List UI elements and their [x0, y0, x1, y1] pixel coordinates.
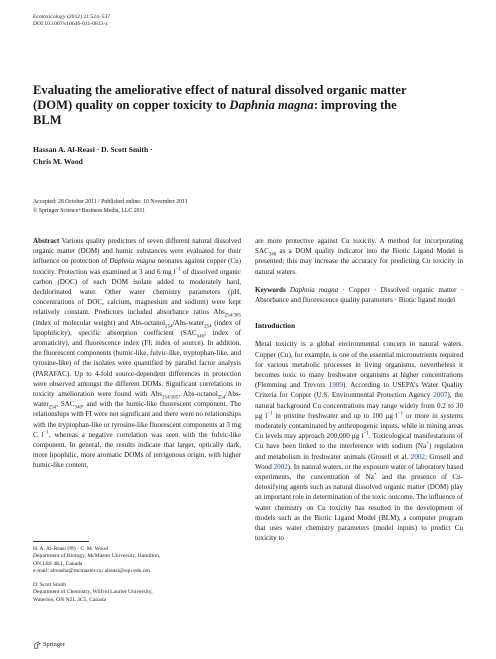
springer-horse-icon [33, 641, 41, 649]
affiliation-1 [33, 546, 241, 575]
author-affiliations [33, 546, 241, 611]
affiliation-address: Waterloo, ON N2L 3C5, Canada [33, 596, 106, 603]
intro-text: or more in systems moderately contaminated by anthropogenic inputs, while in mining areas Cu levels may approach 200,000 μg l [255, 411, 463, 441]
page-footer [33, 640, 65, 649]
subscript: 254 [165, 324, 173, 330]
subscript: 254/365 [162, 395, 179, 401]
keywords-list: · Copper · Dissolved organic matter · Absorbance and fluorescence quality parameters · Biotic ligand model [255, 285, 463, 305]
author-list [33, 144, 283, 167]
keyword-species: Daphnia magna [289, 285, 339, 294]
dates-line: Accepted: 28 October 2011 / Published online: 10 November 2011 [33, 199, 188, 205]
abstract-text: ; index of aromaticity), and fluorescence index (FI; index of source). In addition, the fluorescent components (humic-like, fulvic-like, tryptophan-like, and tyrosine-like) of the isolates were quantified by parallel factor analysis (PARAFAC). Up to 4-fold source-dependent differences in protection were observed amongst the different DOMs. Significant correlations in toxicity amelioration were found with Abs [33, 328, 241, 399]
introduction-body [255, 339, 463, 543]
intro-text: ). In natural waters, or the exposure water of laboratory based experiments, the concentration of Na [255, 462, 463, 482]
abstract-continuation [255, 236, 463, 277]
citation-link[interactable]: 2002 [410, 452, 425, 461]
subscript: 254 [204, 324, 212, 330]
subscript: 254 [217, 395, 226, 401]
superscript: + [426, 442, 429, 448]
intro-text: ). According to USEPA’s Water Quality Criteria for Copper (U.S. Environmental Protection Agency [255, 381, 463, 400]
affiliation-dept: Department of Chemistry, Wilfrid Laurier University, [33, 589, 153, 596]
subscript: 340 [74, 405, 82, 411]
superscript: + [373, 472, 377, 478]
abstract-text: as a DOM quality indicator into the Biotic Ligand Model is presented; this may increase the accuracy for predicting Cu toxicity in natural waters. [255, 247, 463, 276]
abstract-text: , and with the humic-like fluorescent component. The relationships with FI were not significant and there were no relationships with the tryptophan-like or tyrosine-like fluorescent components at 3 mg C l [33, 400, 241, 439]
title-part-2: : improving the BLM [33, 98, 397, 127]
intro-text: in pristine freshwater and up to 100 μg l [272, 411, 398, 420]
abstract-text: (index of molecular weight) and Abs-octanol [33, 318, 166, 327]
subscript: 340 [268, 252, 277, 258]
publication-dates [33, 198, 188, 215]
footnote-divider [33, 541, 89, 542]
intro-text: ), the natural background Cu concentrations may range widely from 0.2 to 30 μg l [255, 391, 464, 420]
abstract-text: of dissolved organic carbon (DOC) of each DOM isolate added to moderately hard, dechlorinated water. Other water chemistry parameters (pH, concentrations of DOC, calcium, magnesium and sodium) were kept relatively constant. Predictors included absorbance ratios Abs [33, 267, 242, 317]
left-column [33, 236, 241, 471]
superscript: −1 [397, 411, 404, 417]
introduction-heading: Introduction [255, 321, 296, 331]
abstract-text: /Abs-water [172, 318, 205, 327]
affiliation-address: ON L8S 4K1, Canada [33, 560, 83, 567]
abstract-label: Abstract [33, 237, 60, 245]
copyright-line: © Springer Science+Business Media, LLC 2011 [33, 207, 146, 214]
title-part-1: Evaluating the ameliorative effect of natural dissolved organic matter (DOM) quality on copper toxicity to [33, 83, 407, 112]
title-species: Daphnia magna [229, 98, 314, 112]
superscript: −1 [43, 430, 49, 436]
superscript: −1 [267, 411, 273, 417]
citation-link[interactable]: 1989 [328, 381, 343, 390]
abstract-text: , whereas a negative correlation was seen with the fulvic-like component. In general, the results indicate that larger, optically dark, more lipophilic, more aromatic DOMs of terrigenous origin, with higher humic-like content, [33, 430, 241, 470]
citation-link[interactable]: 2007 [433, 391, 448, 400]
abstract-text: neonates against copper (Cu) toxicity. Protection was examined at 3 and 6 mg l [33, 257, 242, 276]
right-column [255, 236, 463, 543]
publisher-name: Springer [43, 641, 66, 648]
intro-text: ; Grosell and Wood [255, 452, 463, 471]
paper-title [33, 83, 413, 128]
affiliation-email[interactable]: e-mail: alreasha@mcmaster.ca; alreasi@squ.edu.om [33, 567, 151, 574]
keywords [255, 285, 463, 305]
author-line-2: Chris M. Wood [33, 156, 83, 166]
subscript: 254/365 [224, 313, 241, 319]
abstract [33, 236, 241, 471]
affiliation-authors: H. A. Al-Reasi (✉) · C. M. Wood [33, 546, 108, 552]
abstract-text: are more protective against Cu toxicity. A method for incorporating SAC [255, 237, 463, 256]
abstract-text: (index of lipophilicity), specific absorption coefficient (SAC [33, 318, 241, 337]
citation-link[interactable]: 2002 [273, 462, 288, 471]
subscript: 254 [48, 405, 57, 411]
subscript: 340 [196, 334, 205, 340]
affiliation-authors: D. Scott Smith [33, 582, 67, 589]
author-line-1: Hassan A. Al-Reasi · D. Scott Smith · [33, 145, 153, 154]
superscript: −1 [175, 267, 181, 273]
abstract-text: /Abs-water [33, 390, 242, 409]
doi-text[interactable]: DOI 10.1007/s10646-011-0813-z [33, 21, 108, 27]
intro-text: Metal toxicity is a global environmental concern in natural waters. Copper (Cu), for example, is one of the essential micronutrients required for various metabolic processes in living organisms, nevertheless it becomes toxic to many freshwater organisms at higher concentrations (Flemming and Trevors [255, 340, 463, 390]
intro-text: . Toxicological manifestations of Cu have been linked to the interference with sodium (Na [255, 432, 463, 451]
keywords-label: Keywords [255, 285, 286, 294]
intro-text: ) regulation and metabolism in freshwater animals (Grosell et al. [255, 442, 463, 461]
affiliation-dept: Department of Biology, McMaster University, Hamilton, [33, 553, 161, 560]
journal-reference: Ecotoxicology (2012) 21:524–537 [33, 14, 111, 20]
abstract-species: Daphnia magna [109, 257, 156, 266]
abstract-text: , Abs-octanol [178, 390, 218, 399]
abstract-text: Various quality predictors of seven different natural dissolved organic matter (DOM) and humic substances were evaluated for their influence on protection of [33, 237, 241, 266]
abstract-text: , SAC [56, 400, 75, 409]
superscript: −1 [363, 431, 369, 437]
intro-text: and the presence of Cu-detoxifying agents such as natural dissolved organic matter (DOM) play an important role in determination of the toxic outcome. The influence of water chemistry on Cu toxicity has resulted in the development of models such as the Biotic Ligand Model (BLM), a computer program that uses water chemistry parameters (model inputs) to predict Cu toxicity to [255, 473, 463, 543]
affiliation-2 [33, 582, 241, 604]
